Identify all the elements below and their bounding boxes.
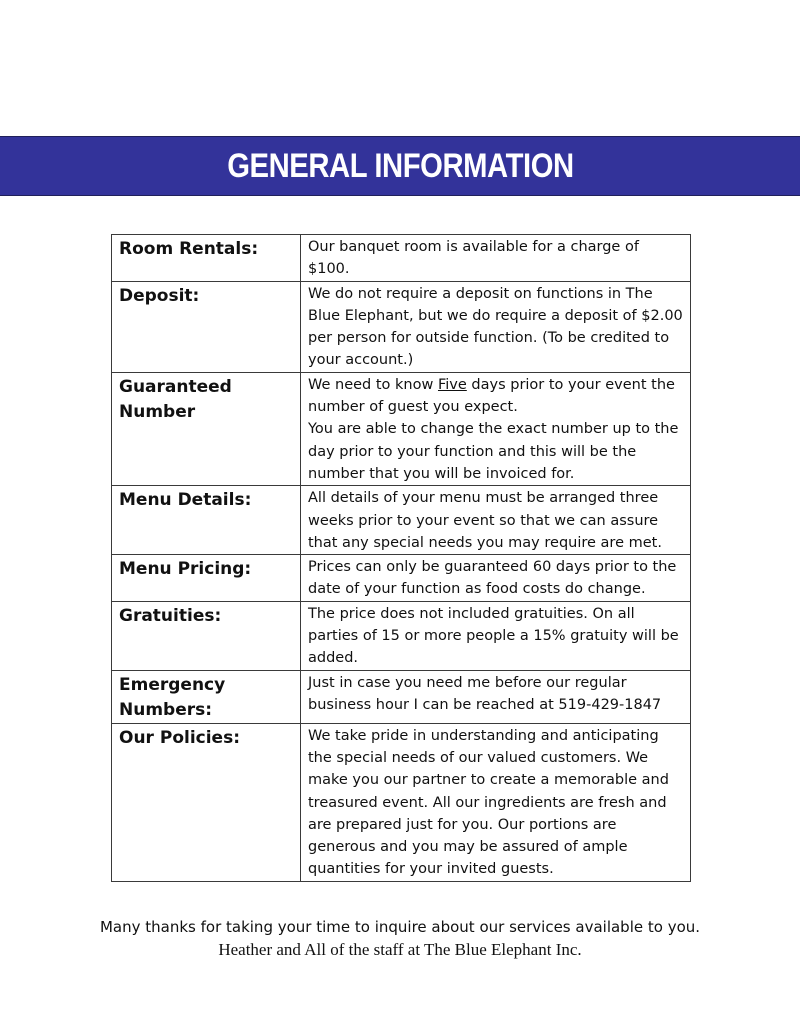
- row-value: The price does not included gratuities. On all parties of 15 or more people a 15% gratuity will be added.: [301, 601, 691, 670]
- row-value: We take pride in understanding and anticipating the special needs of our valued customers. We make you our partner to create a memorable and treasured event. All our ingredients are fresh and are prepared just for you. Our portions are generous and you may be assured of ample quantities for your invited guests.: [301, 723, 691, 881]
- table-row-deposit: [112, 281, 691, 372]
- row-value: Just in case you need me before our regular business hour I can be reached at 519-429-1847: [301, 670, 691, 723]
- row-value: We do not require a deposit on functions in The Blue Elephant, but we do require a deposit of $2.00 per person for outside function. (To be credited to your account.): [301, 281, 691, 372]
- page-title: GENERAL INFORMATION: [226, 146, 574, 185]
- row-value-text: We need to know: [308, 376, 438, 393]
- row-value-text: days prior to your event the number of guest you expect.: [308, 376, 675, 416]
- underlined-word: Five: [437, 376, 467, 393]
- table-row-guaranteed-number: [112, 372, 691, 485]
- table-row-our-policies: [112, 723, 691, 881]
- row-label: Our Policies:: [112, 723, 301, 881]
- row-value: Our banquet room is available for a charge of $100.: [301, 235, 691, 282]
- row-label: Guaranteed Number: [112, 372, 301, 485]
- row-label: Room Rentals:: [112, 235, 301, 282]
- table-row-gratuities: [112, 601, 691, 670]
- row-value: All details of your menu must be arranged three weeks prior to your event so that we can assure that any special needs you may require are met.: [301, 486, 691, 555]
- table-row-room-rentals: [112, 235, 691, 282]
- row-label: Menu Pricing:: [112, 555, 301, 602]
- row-label: Emergency Numbers:: [112, 670, 301, 723]
- row-value-text-2: You are able to change the exact number up to the day prior to your function and this will be the number that you will be invoiced for.: [308, 421, 679, 482]
- row-label: Gratuities:: [112, 601, 301, 670]
- row-label: Deposit:: [112, 281, 301, 372]
- table-row-menu-details: [112, 486, 691, 555]
- title-banner: [0, 136, 800, 196]
- general-information-table: [111, 234, 691, 882]
- row-label: Menu Details:: [112, 486, 301, 555]
- signature-line: Heather and All of the staff at The Blue Elephant Inc.: [218, 940, 582, 959]
- row-value: Prices can only be guaranteed 60 days prior to the date of your function as food costs do change.: [301, 555, 691, 602]
- table-row-menu-pricing: [112, 555, 691, 602]
- row-value: [301, 372, 691, 485]
- table-row-emergency-numbers: [112, 670, 691, 723]
- thank-you-note: Many thanks for taking your time to inquire about our services available to you.: [99, 918, 701, 936]
